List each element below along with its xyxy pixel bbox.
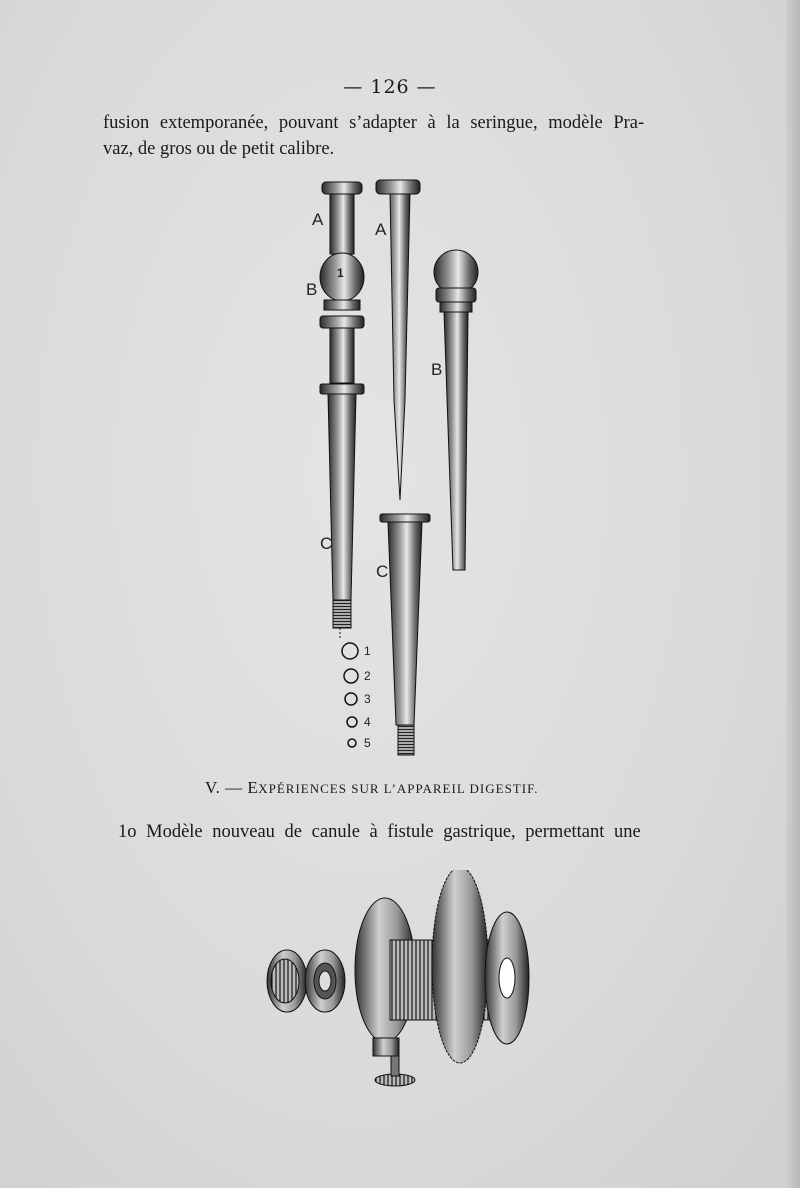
part-b	[434, 250, 478, 570]
page-edge	[786, 0, 800, 1188]
item-line-1: 1o Modèle nouveau de canule à fistule gastrique, permettant une	[118, 822, 641, 842]
paragraph-line-1: fusion extemporanée, pouvant s’adapter à la seringue, modèle Pra-	[103, 113, 645, 133]
section-heading-prefix: V. — E	[205, 778, 259, 797]
section-heading-rest: XPÉRIENCES SUR L’APPAREIL DIGESTIF.	[258, 781, 539, 796]
syringe-needle-figure	[290, 170, 490, 770]
paragraph-line-2: vaz, de gros ou de petit calibre.	[103, 139, 335, 159]
label-c-right: C	[376, 562, 389, 581]
scale-5: 5	[364, 736, 371, 750]
syringe-needle-illustration	[290, 170, 490, 770]
scale-3: 3	[364, 692, 371, 706]
gastric-cannula-illustration	[255, 870, 545, 1095]
knob-number: 1	[337, 266, 344, 280]
part-c	[380, 514, 430, 755]
label-c-left: C	[320, 534, 333, 553]
assembled-instrument	[320, 182, 364, 640]
gauge-circles	[342, 643, 358, 747]
label-a-right: A	[375, 220, 387, 239]
label-a-left: A	[312, 210, 324, 229]
label-b-left: B	[306, 280, 318, 299]
page-number: — 126 —	[343, 76, 437, 98]
gastric-cannula-figure	[255, 870, 545, 1095]
section-heading	[205, 778, 539, 798]
scale-4: 4	[364, 715, 371, 729]
scale-1: 1	[364, 644, 371, 658]
scale-2: 2	[364, 669, 371, 683]
label-b-right: B	[431, 360, 443, 379]
